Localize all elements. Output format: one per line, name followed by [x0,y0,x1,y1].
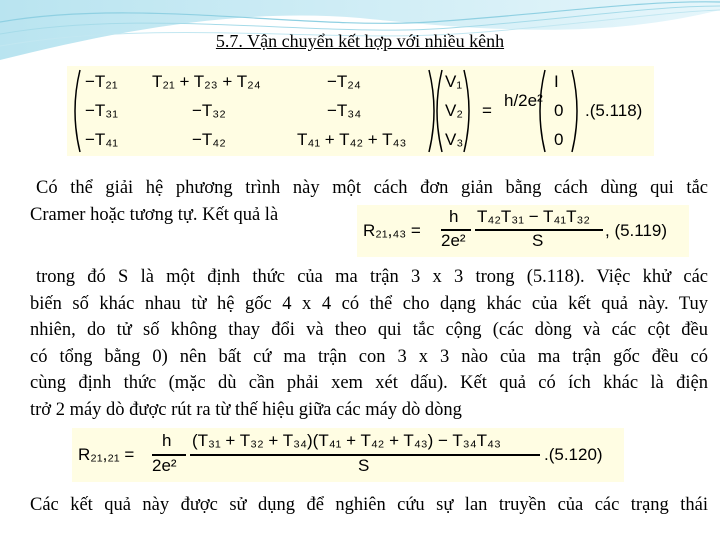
equation-lhs: R₂₁,₂₁ = [78,445,135,464]
equation-5-120 [72,428,624,482]
text-line: nhiên, do tử số không thay đổi và theo qui tắc cộng (các dòng và các cột đều [30,320,708,340]
equation-number: .(5.120) [544,445,603,464]
equation-number: , (5.119) [605,221,668,240]
vector-v-entry: V₁ [445,72,463,91]
text-line: có tổng bằng 0) nên bất cứ ma trận con 3 x 3 nào của ma trận gốc đều có [30,346,708,367]
vector-v-entry: V₃ [445,130,464,149]
fraction-denominator: 2e² [441,231,466,250]
fraction-denominator: S [358,456,370,475]
rhs-vector-entry: I [554,72,559,91]
text-line: Các kết quả này được sử dụng để nghiên cứu sự lan truyền của các trạng thái [30,495,708,515]
text-line: biến số khác nhau từ hệ gốc 4 x 4 có thể cho dạng khác của kết quả này. Tuy [30,293,708,314]
matrix-cell: −T₃₄ [327,101,362,120]
fraction-numerator: h [449,207,459,226]
equation-number: .(5.118) [585,101,643,120]
text-line: trở 2 máy dò được rút ra từ thế hiệu giữa các máy dò dòng [30,399,462,420]
paragraph-determinant [30,264,708,423]
text-line: Có thể giải hệ phương trình này một cách đơn giản bằng cách dùng qui tắc [36,178,708,198]
paragraph-conclusion [30,492,708,519]
fraction-numerator: h [162,431,172,450]
rhs-vector-entry: 0 [554,101,564,120]
matrix-cell: T₄₁ + T₄₂ + T₄₃ [297,130,407,149]
matrix-equation-5-118 [67,66,654,156]
matrix-cell: −T₃₁ [85,101,118,120]
fraction-numerator: (T₃₁ + T₃₂ + T₃₄)(T₄₁ + T₄₂ + T₄₃) − T₃₄T₄₃ [192,431,501,450]
text-line: trong đó S là một định thức của ma trận 3 x 3 trong (5.118). Việc khử các [36,267,708,287]
rhs-vector-entry: 0 [554,130,564,149]
matrix-cell: −T₂₁ [85,72,118,91]
matrix-cell: −T₄₂ [192,130,226,149]
vector-v-entry: V₂ [445,101,463,120]
matrix-cell: −T₂₄ [327,72,361,91]
fraction-denominator: 2e² [152,456,177,475]
matrix-cell: −T₃₂ [192,101,226,120]
matrix-cell: T₂₁ + T₂₃ + T₂₄ [152,72,261,91]
equation-5-119 [357,205,689,257]
equals-sign: = [482,101,492,120]
fraction-denominator: S [532,231,544,250]
equation-lhs: R₂₁,₄₃ = [363,221,421,240]
text-line: Cramer hoặc tương tự. Kết quả là [30,204,279,225]
matrix-cell: −T₄₁ [85,130,118,149]
fraction-numerator: T₄₂T₃₁ − T₄₁T₃₂ [477,207,590,226]
rhs-fraction-prefix: h/2e² [504,91,543,110]
text-line: cùng định thức (mặc dù cần phải xem xét dấu). Kết quả có ích khác là điện [30,373,708,393]
page-title: 5.7. Vận chuyển kết hợp với nhiều kênh [215,31,505,51]
